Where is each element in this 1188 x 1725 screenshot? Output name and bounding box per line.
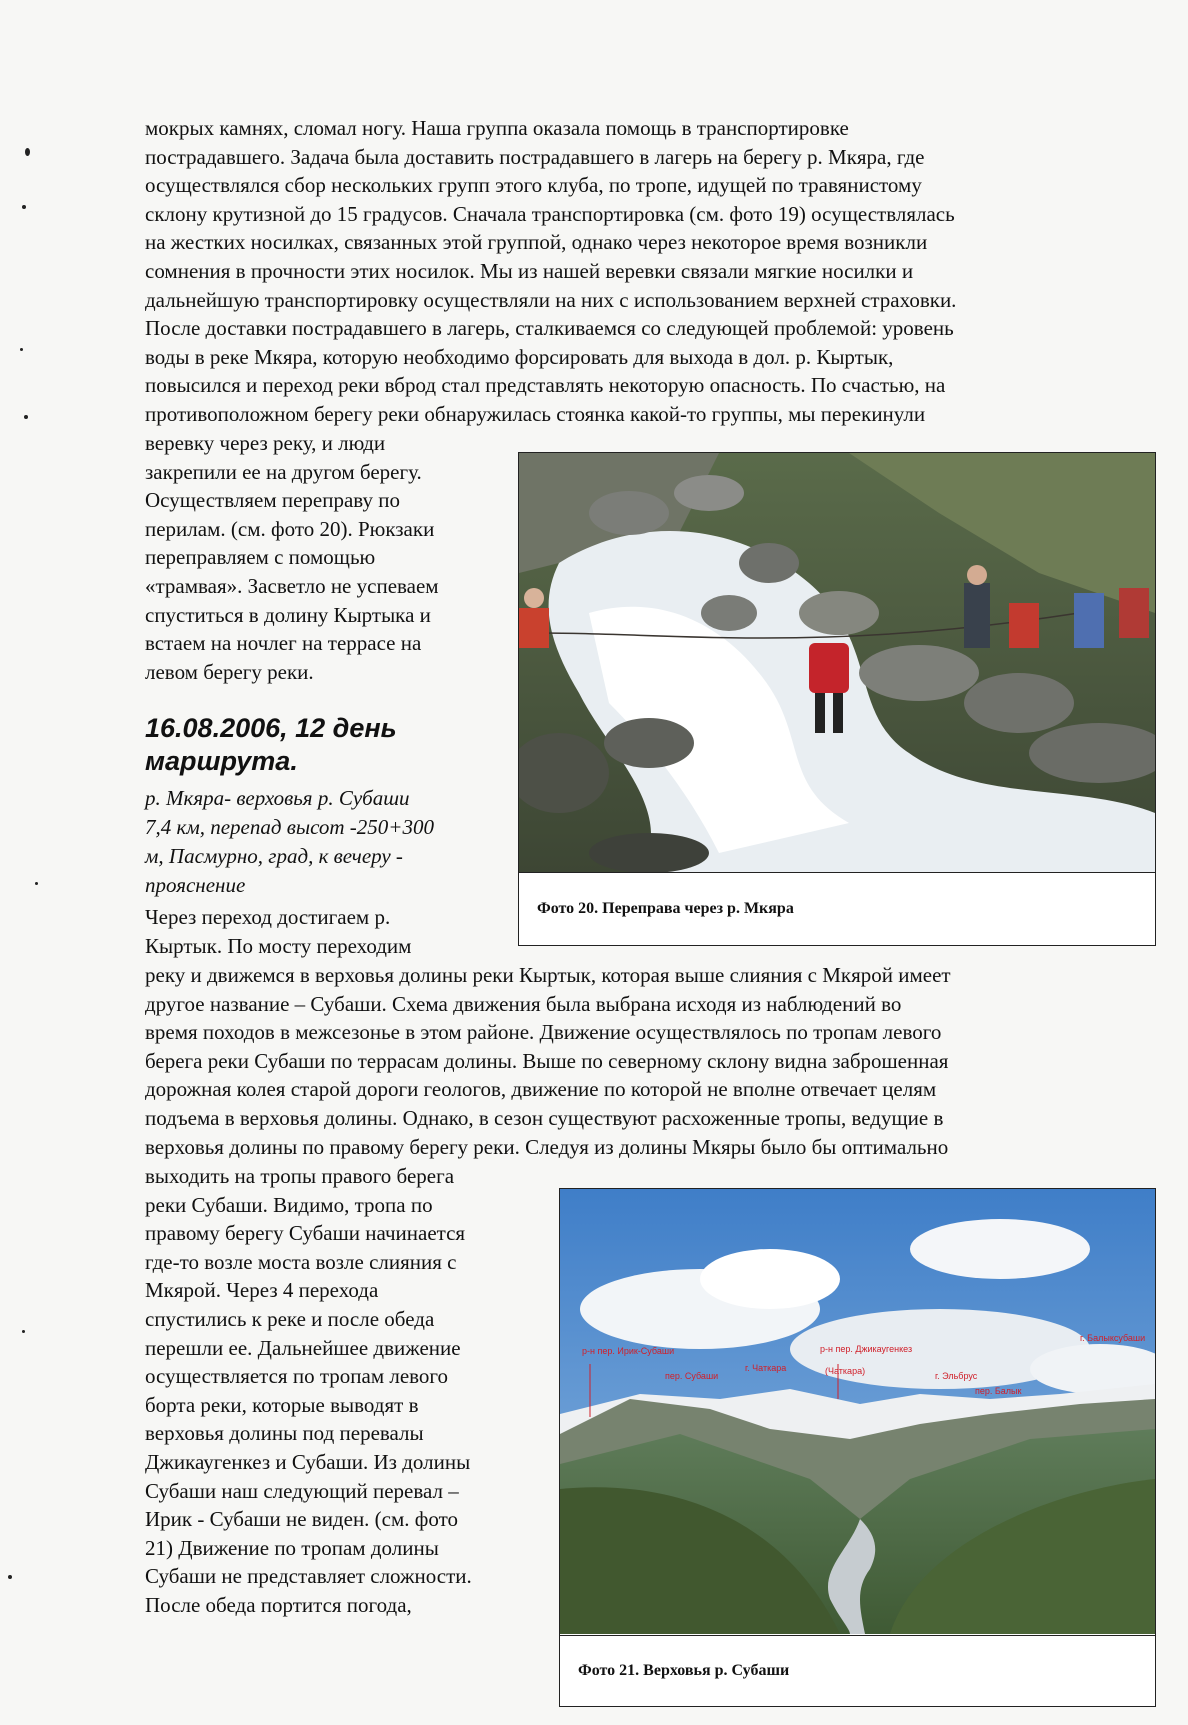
river-crossing-photo <box>519 453 1155 873</box>
text-line: осуществлялся сбор нескольких групп этого клуба, по тропе, идущей по травянистому <box>145 173 922 198</box>
text-line: выходить на тропы правого берега <box>145 1164 455 1188</box>
route-paragraph <box>145 961 1115 1161</box>
text-line: дорожная колея старой дороги геологов, движение по которой не вполне отвечает целям <box>145 1077 937 1102</box>
bridge-paragraph <box>145 903 505 960</box>
text-line: воды в реке Мкяра, которую необходимо форсировать для выхода в дол. р. Кыртык, <box>145 344 894 369</box>
text-line: осуществляется по тропам левого <box>145 1364 449 1389</box>
text-line: пострадавшего. Задача была доставить пострадавшего в лагерь на берегу р. Мкяра, где <box>145 144 925 169</box>
subtitle-line: м, Пасмурно, град, к вечеру - <box>145 844 403 868</box>
label-dzhikaugenkez: р-н пер. Джикаугенкез <box>820 1344 913 1354</box>
heading-line: маршрута. <box>145 746 298 776</box>
day-heading <box>145 712 505 778</box>
scan-speck <box>35 882 38 885</box>
text-line: перешли ее. Дальнейшее движение <box>145 1335 461 1360</box>
text-line: борта реки, которые выводят в <box>145 1392 419 1417</box>
subtitle-line: 7,4 км, перепад высот -250+300 <box>145 815 434 839</box>
crossing-paragraph <box>145 429 505 686</box>
scan-speck <box>22 1330 25 1333</box>
text-line: перилам. (см. фото 20). Рюкзаки <box>145 516 435 541</box>
text-line: встаем на ночлег на террасе на <box>145 631 422 656</box>
text-line: спустились к реке и после обеда <box>145 1306 435 1331</box>
text-line: склону крутизной до 15 градусов. Сначала транспортировка (см. фото 19) осуществлялась <box>145 201 955 226</box>
photo-21-figure <box>559 1188 1156 1707</box>
day-subtitle <box>145 784 505 900</box>
valley-panorama-photo <box>560 1189 1155 1634</box>
trail-paragraph <box>145 1162 540 1620</box>
text-line: берега реки Субаши по террасам долины. Выше по северному склону видна заброшенная <box>145 1048 949 1073</box>
text-line: Джикаугенкез и Субаши. Из долины <box>145 1449 471 1474</box>
text-line: Ирик - Субаши не виден. (см. фото <box>145 1507 459 1532</box>
text-line: реку и движемся в верховья долины реки Кыртык, которая выше слияния с Мкярой имеет <box>145 963 951 987</box>
text-line: Субаши не представляет сложности. <box>145 1564 472 1589</box>
text-line: Кыртык. По мосту переходим <box>145 933 412 958</box>
photo-20-caption: Фото 20. Переправа через р. Мкяра <box>519 872 1155 945</box>
heading-line: 16.08.2006, 12 день <box>145 713 397 743</box>
text-line: После обеда портится погода, <box>145 1592 412 1617</box>
text-line: на жестких носилках, связанных этой группой, однако через некоторое время возникли <box>145 230 928 255</box>
text-line: Через переход достигаем р. <box>145 905 391 929</box>
text-line: противоположном берегу реки обнаружилась стоянка какой-то группы, мы перекинули <box>145 401 926 426</box>
text-line: сомнения в прочности этих носилок. Мы из нашей веревки связали мягкие носилки и <box>145 258 914 283</box>
text-line: спуститься в долину Кыртыка и <box>145 602 431 627</box>
text-line: Осуществляем переправу по <box>145 488 400 513</box>
text-line: правому берегу Субаши начинается <box>145 1221 466 1246</box>
scan-speck <box>24 415 28 419</box>
text-line: закрепили ее на другом берегу. <box>145 459 422 484</box>
photo-21-caption: Фото 21. Верховья р. Субаши <box>560 1635 1155 1706</box>
scan-speck <box>25 148 30 156</box>
text-line: мокрых камнях, сломал ногу. Наша группа оказала помощь в транспортировке <box>145 116 849 140</box>
text-line: После доставки пострадавшего в лагерь, сталкиваемся со следующей проблемой: уровень <box>145 316 954 341</box>
label-chatkara: г. Чаткара <box>745 1363 787 1373</box>
text-line: реки Субаши. Видимо, тропа по <box>145 1192 433 1217</box>
text-line: веревку через реку, и люди <box>145 431 386 455</box>
text-line: подъема в верховья долины. Однако, в сезон существуют расхоженные тропы, ведущие в <box>145 1105 944 1130</box>
scan-speck <box>20 348 23 351</box>
label-elbrus: г. Эльбрус <box>935 1371 978 1381</box>
text-line: «трамвая». Засветло не успеваем <box>145 573 439 598</box>
text-line: верховья долины по правому берегу реки. Следуя из долины Мкяры было бы оптимально <box>145 1134 949 1159</box>
intro-paragraph <box>145 114 1115 429</box>
text-line: верховья долины под перевалы <box>145 1421 424 1446</box>
label-balyksubashi: г. Балыксубаши <box>1080 1333 1146 1343</box>
text-line: Субаши наш следующий перевал – <box>145 1478 459 1503</box>
text-line: дальнейшую транспортировку осуществляли на них с использованием верхней страховки. <box>145 287 957 312</box>
text-line: переправляем с помощью <box>145 545 376 570</box>
text-line: 21) Движение по тропам долины <box>145 1535 439 1560</box>
text-line: левом берегу реки. <box>145 659 314 684</box>
text-line: другое название – Субаши. Схема движения была выбрана исходя из наблюдений во <box>145 991 902 1016</box>
text-line: повысился и переход реки вброд стал представлять некоторую опасность. По счастью, на <box>145 373 946 398</box>
label-irik-subashi: р-н пер. Ирик-Субаши <box>582 1346 675 1356</box>
text-line: время походов в межсезонье в этом районе. Движение осуществлялось по тропам левого <box>145 1020 942 1045</box>
text-line: Мкярой. Через 4 перехода <box>145 1278 379 1303</box>
subtitle-line: прояснение <box>145 873 246 897</box>
label-subashi-pass: пер. Субаши <box>665 1371 719 1381</box>
photo-20-figure <box>518 452 1156 946</box>
label-chatkara-alt: (Чаткара) <box>825 1366 866 1376</box>
subtitle-line: р. Мкяра- верховья р. Субаши <box>145 786 410 810</box>
scan-speck <box>22 205 26 209</box>
label-balyk: пер. Балык <box>975 1386 1022 1396</box>
scan-speck <box>8 1575 12 1579</box>
text-line: где-то возле моста возле слияния с <box>145 1249 457 1274</box>
